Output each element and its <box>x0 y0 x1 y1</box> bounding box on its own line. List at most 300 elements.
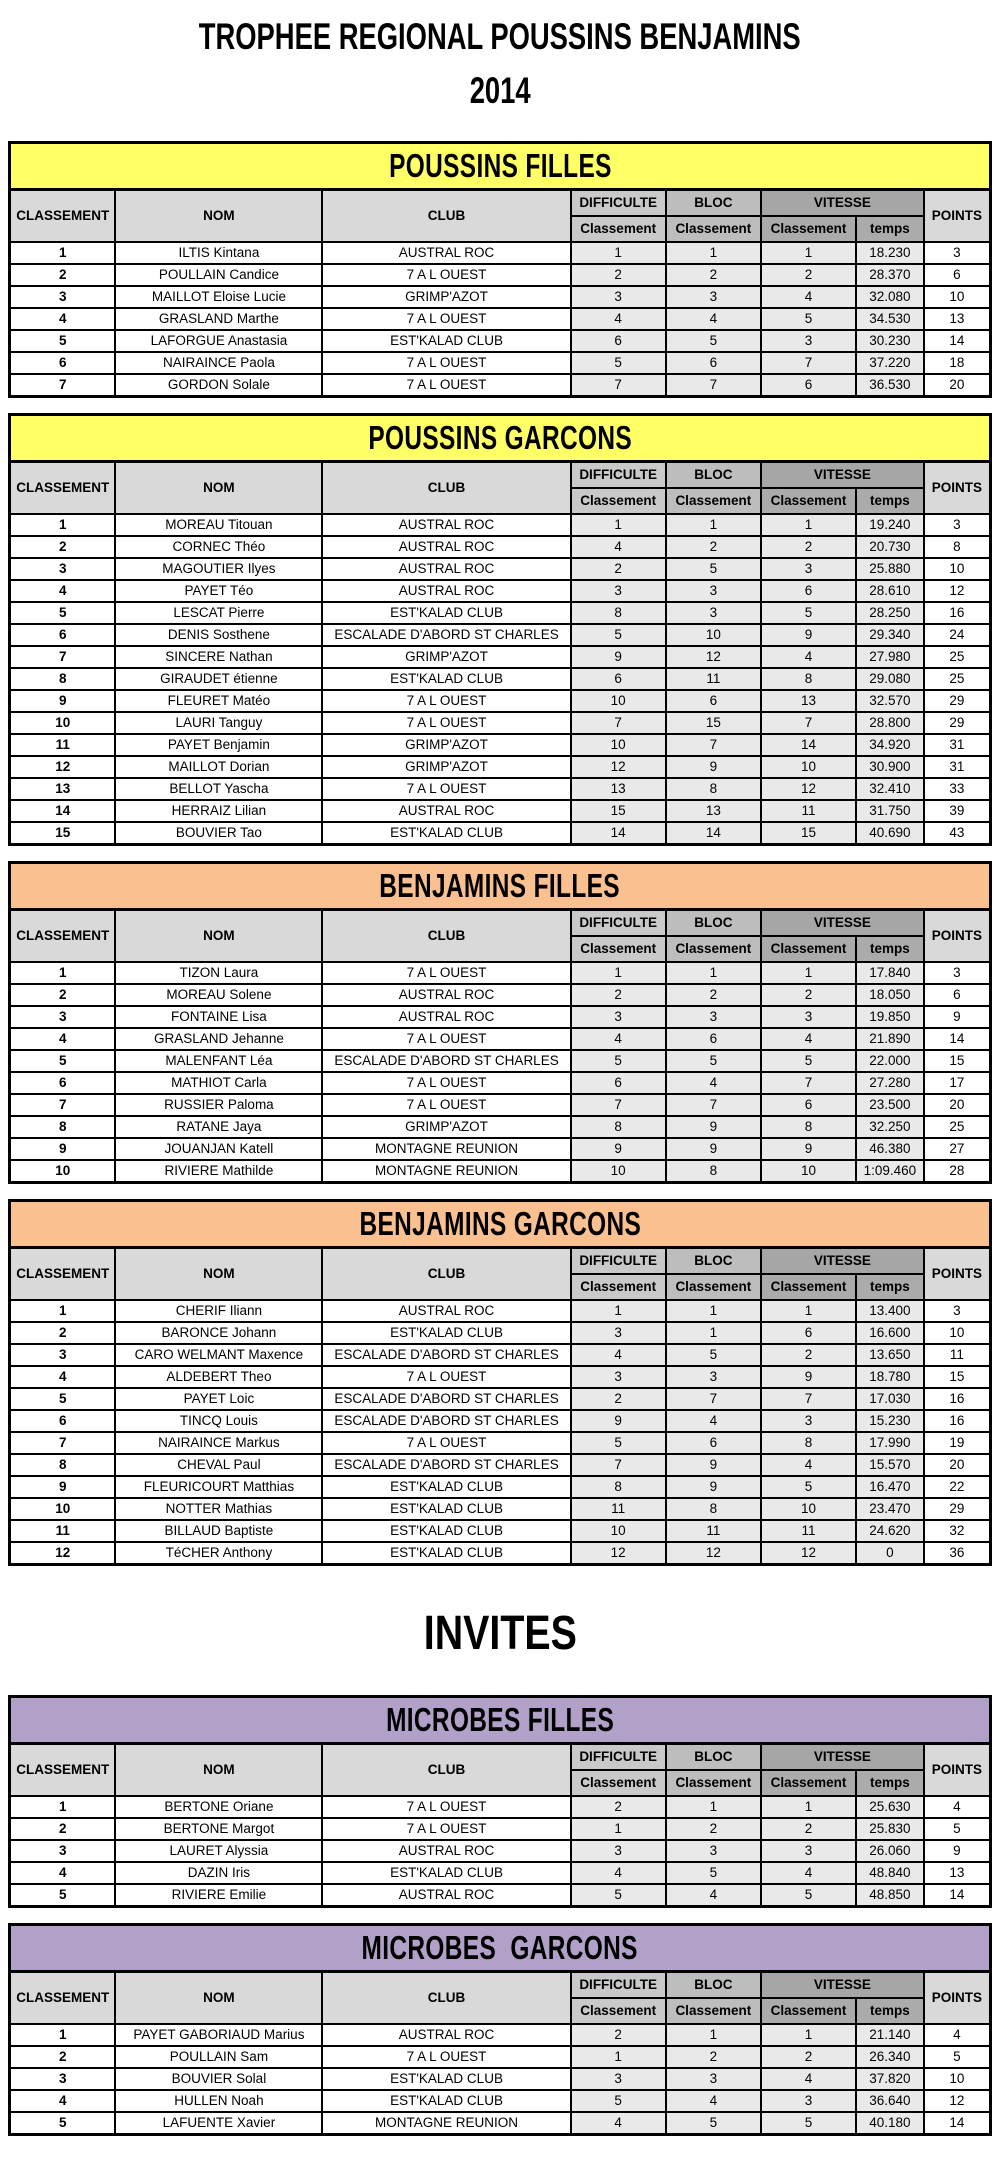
cell-bloc: 12 <box>666 646 761 668</box>
cell-points: 13 <box>924 308 991 330</box>
cell-nom: BOUVIER Solal <box>115 2068 322 2090</box>
results-table-poussins-garcons <box>8 413 992 846</box>
cell-vitesse-classement: 7 <box>761 1388 856 1410</box>
cell-vitesse-temps: 34.920 <box>856 734 924 756</box>
cell-bloc: 5 <box>666 1344 761 1366</box>
col-header-points: POINTS <box>924 1743 991 1796</box>
cell-difficulte: 1 <box>571 514 666 536</box>
results-table-benjamins-garcons <box>8 1199 992 1566</box>
cell-vitesse-classement: 2 <box>761 264 856 286</box>
cell-points: 16 <box>924 1388 991 1410</box>
col-header-vitesse: VITESSE <box>761 189 924 216</box>
cell-vitesse-temps: 17.030 <box>856 1388 924 1410</box>
cell-nom: MAILLOT Dorian <box>115 756 322 778</box>
cell-vitesse-temps: 17.990 <box>856 1432 924 1454</box>
cell-rank: 3 <box>10 286 116 308</box>
col-header-points: POINTS <box>924 1247 991 1300</box>
cell-club: ESCALADE D'ABORD ST CHARLES <box>322 1410 570 1432</box>
cell-rank: 9 <box>10 690 116 712</box>
cell-club: AUSTRAL ROC <box>322 1006 570 1028</box>
cell-club: 7 A L OUEST <box>322 1796 570 1818</box>
cell-points: 24 <box>924 624 991 646</box>
table-row <box>10 1094 991 1116</box>
cell-nom: LAURET Alyssia <box>115 1840 322 1862</box>
cell-vitesse-classement: 2 <box>761 1344 856 1366</box>
cell-difficulte: 15 <box>571 800 666 822</box>
cell-nom: PAYET Téo <box>115 580 322 602</box>
cell-difficulte: 5 <box>571 1884 666 1907</box>
cell-vitesse-classement: 5 <box>761 2112 856 2135</box>
table-head <box>10 1924 991 2024</box>
cell-vitesse-classement: 7 <box>761 352 856 374</box>
cell-vitesse-classement: 11 <box>761 1520 856 1542</box>
cell-nom: SINCERE Nathan <box>115 646 322 668</box>
cell-nom: BERTONE Margot <box>115 1818 322 1840</box>
cell-rank: 1 <box>10 1300 116 1322</box>
cell-difficulte: 1 <box>571 1818 666 1840</box>
cell-vitesse-temps: 18.780 <box>856 1366 924 1388</box>
section-title-row <box>10 1924 991 1971</box>
cell-club: AUSTRAL ROC <box>322 514 570 536</box>
cell-points: 10 <box>924 286 991 308</box>
cell-points: 16 <box>924 602 991 624</box>
col-header-difficulte: DIFFICULTE <box>571 461 666 488</box>
cell-vitesse-classement: 6 <box>761 1322 856 1344</box>
cell-difficulte: 10 <box>571 690 666 712</box>
cell-vitesse-classement: 7 <box>761 712 856 734</box>
cell-bloc: 3 <box>666 1366 761 1388</box>
cell-rank: 14 <box>10 800 116 822</box>
table-row <box>10 1818 991 1840</box>
cell-club: AUSTRAL ROC <box>322 242 570 264</box>
cell-bloc: 13 <box>666 800 761 822</box>
table-row <box>10 1366 991 1388</box>
cell-points: 4 <box>924 2024 991 2046</box>
cell-club: AUSTRAL ROC <box>322 1840 570 1862</box>
cell-vitesse-classement: 1 <box>761 514 856 536</box>
cell-difficulte: 6 <box>571 1072 666 1094</box>
cell-points: 43 <box>924 822 991 845</box>
cell-vitesse-classement: 12 <box>761 778 856 800</box>
cell-bloc: 5 <box>666 2112 761 2135</box>
table-head <box>10 414 991 514</box>
cell-nom: TIZON Laura <box>115 962 322 984</box>
sub-header-bloc-classement: Classement <box>666 936 761 962</box>
cell-difficulte: 8 <box>571 602 666 624</box>
cell-vitesse-classement: 8 <box>761 1432 856 1454</box>
cell-nom: FLEURET Matéo <box>115 690 322 712</box>
cell-points: 17 <box>924 1072 991 1094</box>
cell-vitesse-classement: 10 <box>761 756 856 778</box>
cell-rank: 5 <box>10 1388 116 1410</box>
cell-nom: BARONCE Johann <box>115 1322 322 1344</box>
cell-nom: TINCQ Louis <box>115 1410 322 1432</box>
col-header-nom: NOM <box>115 461 322 514</box>
section-title <box>10 1924 991 1971</box>
table-body <box>10 2024 991 2135</box>
table-row <box>10 374 991 397</box>
header-row-main <box>10 461 991 488</box>
cell-bloc: 7 <box>666 734 761 756</box>
cell-rank: 11 <box>10 1520 116 1542</box>
cell-bloc: 8 <box>666 778 761 800</box>
col-header-club: CLUB <box>322 1247 570 1300</box>
cell-bloc: 2 <box>666 1818 761 1840</box>
section-title <box>10 1200 991 1247</box>
cell-club: MONTAGNE REUNION <box>322 1160 570 1183</box>
col-header-vitesse: VITESSE <box>761 1743 924 1770</box>
results-body <box>8 141 992 2136</box>
cell-difficulte: 5 <box>571 624 666 646</box>
cell-vitesse-temps: 28.610 <box>856 580 924 602</box>
table-row <box>10 330 991 352</box>
cell-difficulte: 6 <box>571 330 666 352</box>
cell-bloc: 7 <box>666 1388 761 1410</box>
cell-club: EST'KALAD CLUB <box>322 1322 570 1344</box>
cell-difficulte: 11 <box>571 1498 666 1520</box>
cell-difficulte: 10 <box>571 734 666 756</box>
col-header-classement: CLASSEMENT <box>10 1247 116 1300</box>
cell-bloc: 6 <box>666 1432 761 1454</box>
table-body <box>10 962 991 1183</box>
cell-difficulte: 4 <box>571 1862 666 1884</box>
section-title-text: POUSSINS FILLES <box>388 146 612 184</box>
cell-club: 7 A L OUEST <box>322 308 570 330</box>
table-row <box>10 1072 991 1094</box>
cell-difficulte: 4 <box>571 1028 666 1050</box>
cell-club: AUSTRAL ROC <box>322 2024 570 2046</box>
cell-difficulte: 7 <box>571 1454 666 1476</box>
cell-club: ESCALADE D'ABORD ST CHARLES <box>322 1050 570 1072</box>
cell-bloc: 5 <box>666 558 761 580</box>
cell-difficulte: 14 <box>571 822 666 845</box>
cell-nom: MAGOUTIER Ilyes <box>115 558 322 580</box>
sub-header-vitesse-temps: temps <box>856 216 924 242</box>
table-row <box>10 1432 991 1454</box>
cell-vitesse-classement: 8 <box>761 668 856 690</box>
cell-bloc: 6 <box>666 690 761 712</box>
cell-nom: LAURI Tanguy <box>115 712 322 734</box>
table-row <box>10 690 991 712</box>
cell-bloc: 2 <box>666 984 761 1006</box>
cell-difficulte: 2 <box>571 264 666 286</box>
col-header-bloc: BLOC <box>666 909 761 936</box>
cell-points: 19 <box>924 1432 991 1454</box>
cell-difficulte: 5 <box>571 1050 666 1072</box>
sub-header-difficulte-classement: Classement <box>571 488 666 514</box>
cell-bloc: 3 <box>666 286 761 308</box>
cell-bloc: 4 <box>666 1410 761 1432</box>
cell-difficulte: 5 <box>571 352 666 374</box>
cell-bloc: 4 <box>666 1884 761 1907</box>
cell-vitesse-temps: 27.980 <box>856 646 924 668</box>
col-header-vitesse: VITESSE <box>761 1971 924 1998</box>
cell-nom: LESCAT Pierre <box>115 602 322 624</box>
cell-rank: 7 <box>10 1094 116 1116</box>
cell-difficulte: 9 <box>571 1410 666 1432</box>
cell-vitesse-temps: 36.530 <box>856 374 924 397</box>
cell-difficulte: 2 <box>571 558 666 580</box>
col-header-club: CLUB <box>322 1971 570 2024</box>
section-title-row <box>10 1696 991 1743</box>
cell-rank: 5 <box>10 602 116 624</box>
cell-points: 20 <box>924 374 991 397</box>
col-header-difficulte: DIFFICULTE <box>571 1743 666 1770</box>
results-table-benjamins-filles <box>8 861 992 1184</box>
cell-vitesse-temps: 26.340 <box>856 2046 924 2068</box>
cell-club: GRIMP'AZOT <box>322 286 570 308</box>
sub-header-vitesse-classement: Classement <box>761 1770 856 1796</box>
table-row <box>10 1520 991 1542</box>
col-header-nom: NOM <box>115 1971 322 2024</box>
cell-nom: PAYET Benjamin <box>115 734 322 756</box>
cell-vitesse-temps: 21.140 <box>856 2024 924 2046</box>
cell-club: EST'KALAD CLUB <box>322 668 570 690</box>
cell-vitesse-temps: 29.340 <box>856 624 924 646</box>
table-row <box>10 1116 991 1138</box>
cell-bloc: 1 <box>666 1300 761 1322</box>
col-header-club: CLUB <box>322 909 570 962</box>
table-row <box>10 2112 991 2135</box>
cell-difficulte: 10 <box>571 1520 666 1542</box>
cell-difficulte: 3 <box>571 1322 666 1344</box>
cell-bloc: 2 <box>666 2046 761 2068</box>
cell-difficulte: 3 <box>571 580 666 602</box>
sub-header-vitesse-temps: temps <box>856 936 924 962</box>
cell-rank: 6 <box>10 1410 116 1432</box>
col-header-club: CLUB <box>322 189 570 242</box>
header-row-main <box>10 909 991 936</box>
table-body <box>10 1796 991 1907</box>
section-title <box>10 1696 991 1743</box>
cell-vitesse-classement: 6 <box>761 374 856 397</box>
cell-points: 31 <box>924 734 991 756</box>
table-row <box>10 778 991 800</box>
table-row <box>10 242 991 264</box>
cell-rank: 7 <box>10 1432 116 1454</box>
cell-points: 14 <box>924 1028 991 1050</box>
cell-bloc: 8 <box>666 1498 761 1520</box>
cell-vitesse-temps: 48.840 <box>856 1862 924 1884</box>
sub-header-bloc-classement: Classement <box>666 1274 761 1300</box>
sub-header-difficulte-classement: Classement <box>571 936 666 962</box>
cell-points: 32 <box>924 1520 991 1542</box>
table-row <box>10 1138 991 1160</box>
cell-club: 7 A L OUEST <box>322 264 570 286</box>
sub-header-vitesse-temps: temps <box>856 488 924 514</box>
sub-header-bloc-classement: Classement <box>666 1998 761 2024</box>
cell-nom: TéCHER Anthony <box>115 1542 322 1565</box>
cell-points: 18 <box>924 352 991 374</box>
table-row <box>10 734 991 756</box>
page-title <box>8 14 992 115</box>
table-row <box>10 756 991 778</box>
cell-rank: 9 <box>10 1138 116 1160</box>
cell-bloc: 3 <box>666 602 761 624</box>
cell-points: 31 <box>924 756 991 778</box>
table-row <box>10 2068 991 2090</box>
cell-vitesse-temps: 48.850 <box>856 1884 924 1907</box>
cell-vitesse-temps: 31.750 <box>856 800 924 822</box>
cell-club: AUSTRAL ROC <box>322 984 570 1006</box>
table-row <box>10 1796 991 1818</box>
table-row <box>10 602 991 624</box>
section-title-row <box>10 142 991 189</box>
table-body <box>10 514 991 845</box>
cell-club: EST'KALAD CLUB <box>322 1862 570 1884</box>
cell-club: EST'KALAD CLUB <box>322 1542 570 1565</box>
cell-difficulte: 4 <box>571 1344 666 1366</box>
cell-vitesse-temps: 26.060 <box>856 1840 924 1862</box>
cell-rank: 1 <box>10 962 116 984</box>
table-row <box>10 1476 991 1498</box>
cell-points: 20 <box>924 1454 991 1476</box>
cell-nom: FONTAINE Lisa <box>115 1006 322 1028</box>
cell-rank: 10 <box>10 1498 116 1520</box>
table-row <box>10 558 991 580</box>
table-row <box>10 1300 991 1322</box>
cell-club: ESCALADE D'ABORD ST CHARLES <box>322 624 570 646</box>
cell-nom: GIRAUDET étienne <box>115 668 322 690</box>
col-header-club: CLUB <box>322 1743 570 1796</box>
cell-difficulte: 12 <box>571 756 666 778</box>
cell-rank: 1 <box>10 2024 116 2046</box>
cell-rank: 11 <box>10 734 116 756</box>
cell-vitesse-temps: 15.230 <box>856 1410 924 1432</box>
cell-difficulte: 7 <box>571 1094 666 1116</box>
cell-difficulte: 4 <box>571 536 666 558</box>
cell-club: ESCALADE D'ABORD ST CHARLES <box>322 1454 570 1476</box>
cell-nom: BELLOT Yascha <box>115 778 322 800</box>
cell-difficulte: 3 <box>571 1366 666 1388</box>
cell-vitesse-classement: 6 <box>761 1094 856 1116</box>
cell-vitesse-classement: 9 <box>761 1138 856 1160</box>
table-row <box>10 1028 991 1050</box>
cell-difficulte: 8 <box>571 1116 666 1138</box>
cell-vitesse-temps: 28.370 <box>856 264 924 286</box>
section-title <box>10 414 991 461</box>
cell-club: EST'KALAD CLUB <box>322 330 570 352</box>
table-row <box>10 624 991 646</box>
table-row <box>10 1542 991 1565</box>
cell-rank: 7 <box>10 646 116 668</box>
cell-vitesse-temps: 23.470 <box>856 1498 924 1520</box>
cell-difficulte: 2 <box>571 1796 666 1818</box>
sub-header-bloc-classement: Classement <box>666 488 761 514</box>
cell-difficulte: 4 <box>571 308 666 330</box>
sub-header-difficulte-classement: Classement <box>571 1274 666 1300</box>
cell-nom: LAFORGUE Anastasia <box>115 330 322 352</box>
cell-nom: MATHIOT Carla <box>115 1072 322 1094</box>
cell-nom: CORNEC Théo <box>115 536 322 558</box>
cell-club: MONTAGNE REUNION <box>322 2112 570 2135</box>
cell-vitesse-classement: 5 <box>761 1884 856 1907</box>
col-header-points: POINTS <box>924 1971 991 2024</box>
cell-rank: 5 <box>10 2112 116 2135</box>
cell-points: 29 <box>924 690 991 712</box>
cell-club: ESCALADE D'ABORD ST CHARLES <box>322 1344 570 1366</box>
table-row <box>10 2024 991 2046</box>
cell-bloc: 6 <box>666 1028 761 1050</box>
table-row <box>10 1160 991 1183</box>
table-row <box>10 1388 991 1410</box>
col-header-difficulte: DIFFICULTE <box>571 1247 666 1274</box>
sub-header-bloc-classement: Classement <box>666 216 761 242</box>
col-header-bloc: BLOC <box>666 1247 761 1274</box>
sub-header-vitesse-classement: Classement <box>761 488 856 514</box>
cell-rank: 8 <box>10 1116 116 1138</box>
cell-points: 5 <box>924 2046 991 2068</box>
cell-club: 7 A L OUEST <box>322 1072 570 1094</box>
cell-nom: CARO WELMANT Maxence <box>115 1344 322 1366</box>
col-header-classement: CLASSEMENT <box>10 1743 116 1796</box>
cell-nom: GRASLAND Jehanne <box>115 1028 322 1050</box>
cell-vitesse-temps: 32.410 <box>856 778 924 800</box>
col-header-difficulte: DIFFICULTE <box>571 1971 666 1998</box>
cell-vitesse-temps: 30.900 <box>856 756 924 778</box>
cell-nom: RATANE Jaya <box>115 1116 322 1138</box>
cell-nom: CHEVAL Paul <box>115 1454 322 1476</box>
col-header-points: POINTS <box>924 909 991 962</box>
cell-bloc: 6 <box>666 352 761 374</box>
cell-vitesse-temps: 37.820 <box>856 2068 924 2090</box>
cell-club: 7 A L OUEST <box>322 712 570 734</box>
cell-nom: POULLAIN Candice <box>115 264 322 286</box>
cell-vitesse-classement: 1 <box>761 1300 856 1322</box>
cell-rank: 4 <box>10 2090 116 2112</box>
cell-points: 3 <box>924 242 991 264</box>
cell-club: 7 A L OUEST <box>322 1094 570 1116</box>
cell-club: AUSTRAL ROC <box>322 558 570 580</box>
col-header-nom: NOM <box>115 1743 322 1796</box>
page-title-line2: 2014 <box>469 70 531 112</box>
cell-vitesse-temps: 27.280 <box>856 1072 924 1094</box>
col-header-classement: CLASSEMENT <box>10 1971 116 2024</box>
cell-vitesse-classement: 4 <box>761 1454 856 1476</box>
cell-vitesse-classement: 4 <box>761 1862 856 1884</box>
cell-nom: HULLEN Noah <box>115 2090 322 2112</box>
cell-vitesse-temps: 17.840 <box>856 962 924 984</box>
cell-vitesse-classement: 1 <box>761 962 856 984</box>
section-title-row <box>10 1200 991 1247</box>
cell-difficulte: 4 <box>571 2112 666 2135</box>
cell-club: AUSTRAL ROC <box>322 1300 570 1322</box>
cell-bloc: 7 <box>666 1094 761 1116</box>
cell-club: AUSTRAL ROC <box>322 536 570 558</box>
cell-bloc: 1 <box>666 962 761 984</box>
cell-rank: 3 <box>10 1840 116 1862</box>
cell-vitesse-temps: 19.240 <box>856 514 924 536</box>
cell-vitesse-temps: 29.080 <box>856 668 924 690</box>
cell-vitesse-temps: 23.500 <box>856 1094 924 1116</box>
cell-difficulte: 1 <box>571 2046 666 2068</box>
cell-club: EST'KALAD CLUB <box>322 1520 570 1542</box>
cell-nom: HERRAIZ Lilian <box>115 800 322 822</box>
cell-rank: 12 <box>10 756 116 778</box>
cell-vitesse-temps: 28.800 <box>856 712 924 734</box>
table-head <box>10 1200 991 1300</box>
cell-points: 13 <box>924 1862 991 1884</box>
cell-vitesse-temps: 25.630 <box>856 1796 924 1818</box>
cell-difficulte: 8 <box>571 1476 666 1498</box>
table-row <box>10 580 991 602</box>
col-header-points: POINTS <box>924 461 991 514</box>
cell-vitesse-classement: 5 <box>761 602 856 624</box>
cell-club: EST'KALAD CLUB <box>322 822 570 845</box>
cell-rank: 5 <box>10 1050 116 1072</box>
cell-bloc: 5 <box>666 1862 761 1884</box>
cell-points: 6 <box>924 984 991 1006</box>
